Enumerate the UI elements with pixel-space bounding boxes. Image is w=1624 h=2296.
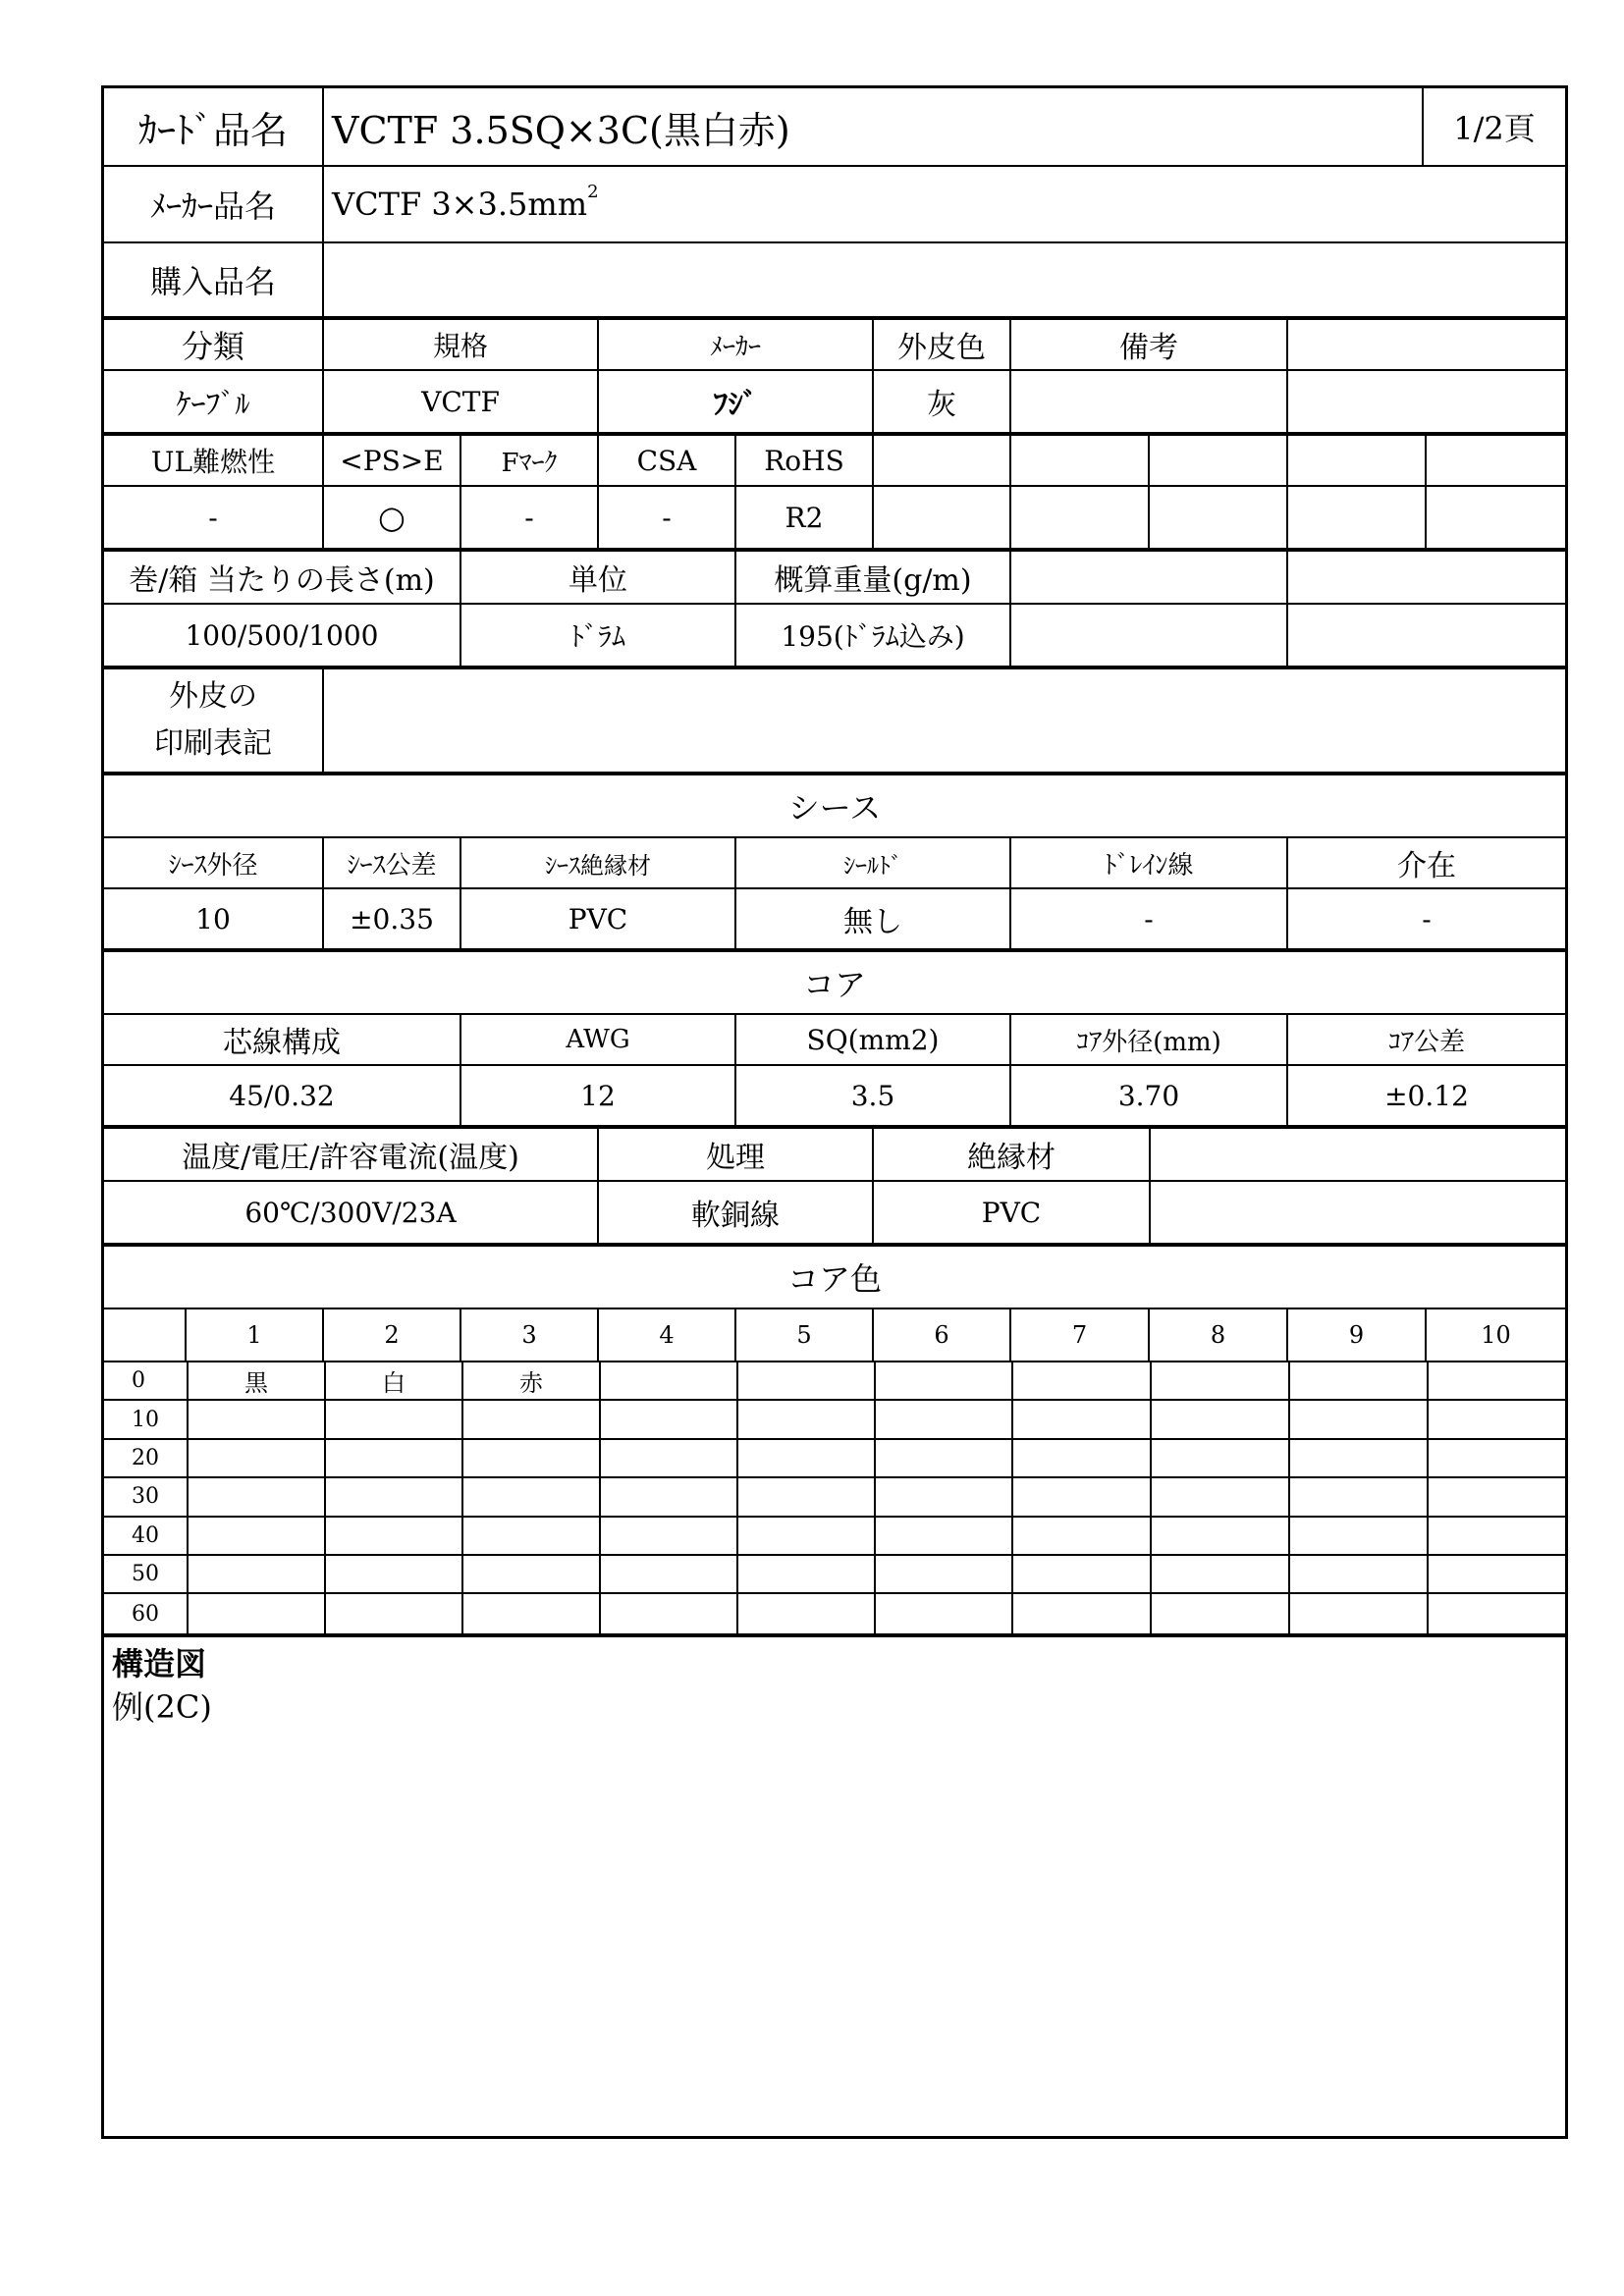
standards-extra-value-1	[874, 487, 1011, 548]
sheath-title-row	[104, 775, 1565, 838]
classification-header-row	[104, 320, 1565, 371]
structure-example: 例(2C)	[112, 1688, 212, 1726]
length-value: 100/500/1000	[104, 605, 461, 666]
core-color-row	[104, 1478, 1565, 1517]
core-color-col-5: 5	[736, 1309, 874, 1361]
core-color-row-label: 50	[132, 1562, 159, 1587]
core-color-cell	[736, 1594, 874, 1632]
core-value-row	[104, 1066, 1565, 1129]
csa-header: CSA	[599, 436, 736, 485]
core-color-col-2: 2	[324, 1309, 461, 1361]
core-color-cell	[874, 1362, 1011, 1399]
core-color-cell	[187, 1440, 324, 1476]
standards-extra-header-4	[1288, 436, 1427, 485]
core-color-row	[104, 1518, 1565, 1556]
core-color-cell	[1011, 1362, 1150, 1399]
drain-wire-header: ﾄﾞﾚｲﾝ線	[1011, 838, 1288, 887]
core-colors-header-row	[104, 1309, 1565, 1362]
purchase-name-label: 購入品名	[104, 243, 324, 316]
core-color-cell	[187, 1556, 324, 1592]
core-color-cell	[1427, 1478, 1565, 1515]
core-color-cell	[736, 1362, 874, 1399]
unit-header: 単位	[461, 552, 736, 603]
filler-header: 介在	[1397, 849, 1456, 883]
purchase-name-value	[324, 243, 1565, 316]
core-color-cell	[1150, 1401, 1288, 1437]
unit-value: ﾄﾞﾗﾑ	[461, 605, 736, 666]
core-color-cell	[1150, 1518, 1288, 1554]
classification-value: ｹｰﾌﾞﾙ	[104, 371, 324, 432]
core-color-col-1: 1	[187, 1309, 324, 1361]
standards-value-row	[104, 487, 1565, 552]
core-color-cell	[461, 1518, 599, 1554]
card-name-label: ｶｰﾄﾞ品名	[104, 88, 324, 165]
maker-name-superscript: 2	[587, 182, 599, 203]
shield-header: ｼｰﾙﾄﾞ	[736, 838, 1011, 887]
sheath-title: シース	[787, 789, 882, 827]
card-name-value: VCTF 3.5SQ×3C(黒白赤)	[324, 88, 1424, 165]
f-mark-value: -	[461, 487, 599, 548]
standards-extra-header-1	[874, 436, 1011, 485]
core-color-row-label: 60	[132, 1601, 159, 1627]
purchase-name-row	[104, 243, 1565, 320]
core-od-value: 3.70	[1011, 1066, 1288, 1125]
conductor-header: 芯線構成	[104, 1015, 461, 1064]
standards-extra-value-4	[1288, 487, 1427, 548]
core-color-cell	[187, 1401, 324, 1437]
outer-color-value: 灰	[874, 371, 1011, 432]
core-color-row-label: 10	[132, 1407, 159, 1432]
length-header: 巻/箱 当たりの長さ(m)	[104, 552, 461, 603]
core-color-col-10: 10	[1481, 1321, 1511, 1349]
sq-value: 3.5	[736, 1066, 1011, 1125]
core-color-cell	[1011, 1594, 1150, 1632]
conductor-value: 45/0.32	[104, 1066, 461, 1125]
pse-header: <PS>E	[324, 436, 461, 485]
core-color-cell	[1288, 1478, 1427, 1515]
core-color-cell	[599, 1594, 736, 1632]
core-color-cell: 黒	[187, 1362, 324, 1399]
core-color-col-4: 4	[599, 1309, 736, 1361]
core-color-cell	[324, 1478, 461, 1515]
core-color-col-6: 6	[874, 1309, 1011, 1361]
print-marking-value	[324, 669, 1565, 772]
core-color-cell	[1427, 1440, 1565, 1476]
core-colors-title-row	[104, 1247, 1565, 1309]
standard-value: VCTF	[324, 371, 599, 432]
standards-extra-value-3	[1150, 487, 1288, 548]
packaging-extra-value-2	[1288, 605, 1565, 666]
sheath-insulation-value: PVC	[461, 889, 736, 948]
treatment-header: 処理	[599, 1129, 874, 1180]
print-marking-label-line1: 外皮の	[169, 679, 257, 714]
core-color-col-3: 3	[461, 1309, 599, 1361]
standards-extra-value-5	[1427, 487, 1565, 548]
print-marking-label	[104, 669, 324, 772]
core-color-cell	[736, 1440, 874, 1476]
card-name-row	[104, 88, 1565, 167]
core-color-cell	[1150, 1594, 1288, 1632]
sheath-tolerance-value: ±0.35	[324, 889, 461, 948]
f-mark-header: Fﾏｰｸ	[461, 436, 599, 485]
outer-color-header: 外皮色	[874, 320, 1011, 369]
core-color-row-label: 30	[132, 1484, 159, 1510]
core-color-cell	[1150, 1362, 1288, 1399]
core-tolerance-value: ±0.12	[1384, 1079, 1469, 1112]
spec-sheet	[101, 85, 1568, 2139]
standards-extra-header-3	[1150, 436, 1288, 485]
core-color-cell	[324, 1594, 461, 1632]
sheath-od-header: ｼｰｽ外径	[104, 838, 324, 887]
core-color-cell	[599, 1556, 736, 1592]
rohs-value: R2	[736, 487, 874, 548]
core-color-cell	[1288, 1401, 1427, 1437]
core-color-cell	[1150, 1440, 1288, 1476]
shield-value: 無し	[736, 889, 1011, 948]
core-color-row-label: 40	[132, 1522, 159, 1548]
core-colors-grid	[104, 1362, 1565, 1637]
core-color-cell	[324, 1401, 461, 1437]
weight-header: 概算重量(g/m)	[736, 552, 1011, 603]
weight-value: 195(ﾄﾞﾗﾑ込み)	[736, 605, 1011, 666]
sheath-tolerance-header: ｼｰｽ公差	[324, 838, 461, 887]
sheath-insulation-header: ｼｰｽ絶縁材	[461, 838, 736, 887]
core-color-cell	[874, 1556, 1011, 1592]
sq-header: SQ(mm2)	[736, 1015, 1011, 1064]
core-color-cell	[187, 1518, 324, 1554]
sheath-od-value: 10	[104, 889, 324, 948]
core-color-col-9: 9	[1288, 1309, 1427, 1361]
standard-header: 規格	[324, 320, 599, 369]
core-color-cell	[599, 1362, 736, 1399]
remarks-value	[1011, 371, 1288, 432]
core-color-cell	[1011, 1556, 1150, 1592]
sheath-header-row	[104, 838, 1565, 889]
drain-wire-value: -	[1011, 889, 1288, 948]
core-color-cell	[874, 1401, 1011, 1437]
core-color-cell	[874, 1518, 1011, 1554]
rating-value-row	[104, 1182, 1565, 1247]
core-title: コア	[802, 966, 866, 1003]
core-color-cell	[1288, 1518, 1427, 1554]
core-color-cell	[461, 1440, 599, 1476]
standards-header-row	[104, 436, 1565, 487]
rating-extra-header	[1151, 1129, 1565, 1180]
core-color-row	[104, 1440, 1565, 1478]
page-number: 1/2頁	[1453, 110, 1536, 147]
core-color-row-label: 20	[132, 1445, 159, 1470]
standards-extra-header-2	[1011, 436, 1150, 485]
core-color-row	[104, 1401, 1565, 1439]
core-color-row	[104, 1556, 1565, 1594]
core-color-cell	[1011, 1518, 1150, 1554]
packaging-extra-value-1	[1011, 605, 1288, 666]
core-color-cell	[1288, 1594, 1427, 1632]
structure-drawing-area	[104, 1637, 1565, 2136]
rohs-header: RoHS	[736, 436, 874, 485]
standards-extra-value-2	[1011, 487, 1150, 548]
rating-value: 60℃/300V/23A	[104, 1182, 599, 1243]
core-color-row-label: 0	[132, 1368, 145, 1394]
core-title-row	[104, 952, 1565, 1015]
core-color-cell	[599, 1478, 736, 1515]
core-color-cell	[736, 1478, 874, 1515]
sheath-value-row	[104, 889, 1565, 952]
core-color-cell	[1427, 1518, 1565, 1554]
core-color-cell	[736, 1518, 874, 1554]
core-color-cell: 赤	[461, 1362, 599, 1399]
core-color-cell	[1288, 1556, 1427, 1592]
core-color-cell	[1427, 1401, 1565, 1437]
rating-header-row	[104, 1129, 1565, 1182]
maker-name-row	[104, 167, 1565, 243]
ul-flame-value: -	[104, 487, 324, 548]
classification-extra-header	[1288, 320, 1565, 369]
core-color-cell	[324, 1518, 461, 1554]
remarks-header: 備考	[1011, 320, 1288, 369]
maker-header: ﾒｰｶｰ	[599, 320, 874, 369]
classification-extra-value	[1288, 371, 1565, 432]
maker-name-label: ﾒｰｶｰ品名	[104, 167, 324, 241]
core-color-cell	[324, 1440, 461, 1476]
core-color-cell	[736, 1401, 874, 1437]
structure-title: 構造図	[112, 1645, 207, 1682]
core-color-cell: 白	[324, 1362, 461, 1399]
core-color-cell	[1427, 1594, 1565, 1632]
core-color-cell	[187, 1478, 324, 1515]
print-marking-label-line2: 印刷表記	[154, 726, 272, 761]
core-colors-corner	[104, 1309, 187, 1361]
filler-value: -	[1422, 902, 1432, 935]
rating-header: 温度/電圧/許容電流(温度)	[104, 1129, 599, 1180]
core-od-header: ｺｱ外径(mm)	[1011, 1015, 1288, 1064]
maker-name-value-cell	[324, 167, 1565, 241]
packaging-extra-header-2	[1288, 552, 1565, 603]
packaging-value-row	[104, 605, 1565, 669]
core-color-col-8: 8	[1150, 1309, 1288, 1361]
core-color-cell	[874, 1478, 1011, 1515]
csa-value: -	[599, 487, 736, 548]
packaging-header-row	[104, 552, 1565, 605]
core-color-cell	[1011, 1478, 1150, 1515]
core-color-cell	[874, 1594, 1011, 1632]
core-color-cell	[324, 1556, 461, 1592]
ul-flame-header: UL難燃性	[104, 436, 324, 485]
insulation-header: 絶縁材	[874, 1129, 1151, 1180]
packaging-extra-header-1	[1011, 552, 1288, 603]
core-color-cell	[1288, 1440, 1427, 1476]
core-color-cell	[599, 1401, 736, 1437]
standards-extra-header-5	[1427, 436, 1565, 485]
core-color-cell	[1427, 1362, 1565, 1399]
rating-extra-value	[1151, 1182, 1565, 1243]
core-header-row	[104, 1015, 1565, 1066]
maker-name-value: VCTF 3×3.5mm	[332, 186, 588, 223]
core-color-col-7: 7	[1011, 1309, 1150, 1361]
maker-value: ﾌｼﾞ	[599, 371, 874, 432]
core-color-cell	[461, 1594, 599, 1632]
core-color-cell	[874, 1440, 1011, 1476]
core-color-cell	[599, 1440, 736, 1476]
core-color-cell	[599, 1518, 736, 1554]
core-tolerance-header: ｺｱ公差	[1387, 1027, 1465, 1057]
classification-header: 分類	[104, 320, 324, 369]
core-color-cell	[461, 1556, 599, 1592]
core-color-cell	[461, 1478, 599, 1515]
treatment-value: 軟銅線	[599, 1182, 874, 1243]
core-color-cell	[1427, 1556, 1565, 1592]
core-color-cell	[187, 1594, 324, 1632]
awg-header: AWG	[461, 1015, 736, 1064]
core-color-cell	[461, 1401, 599, 1437]
core-color-cell	[1150, 1556, 1288, 1592]
core-color-cell	[736, 1556, 874, 1592]
insulation-value: PVC	[874, 1182, 1151, 1243]
print-marking-row	[104, 669, 1565, 775]
core-color-cell	[1288, 1362, 1427, 1399]
pse-value: ○	[324, 487, 461, 548]
core-color-row	[104, 1362, 1565, 1401]
core-colors-title: コア色	[786, 1260, 882, 1298]
classification-value-row	[104, 371, 1565, 436]
core-color-row	[104, 1594, 1565, 1632]
awg-value: 12	[461, 1066, 736, 1125]
core-color-cell	[1011, 1401, 1150, 1437]
core-color-cell	[1011, 1440, 1150, 1476]
core-color-cell	[1150, 1478, 1288, 1515]
